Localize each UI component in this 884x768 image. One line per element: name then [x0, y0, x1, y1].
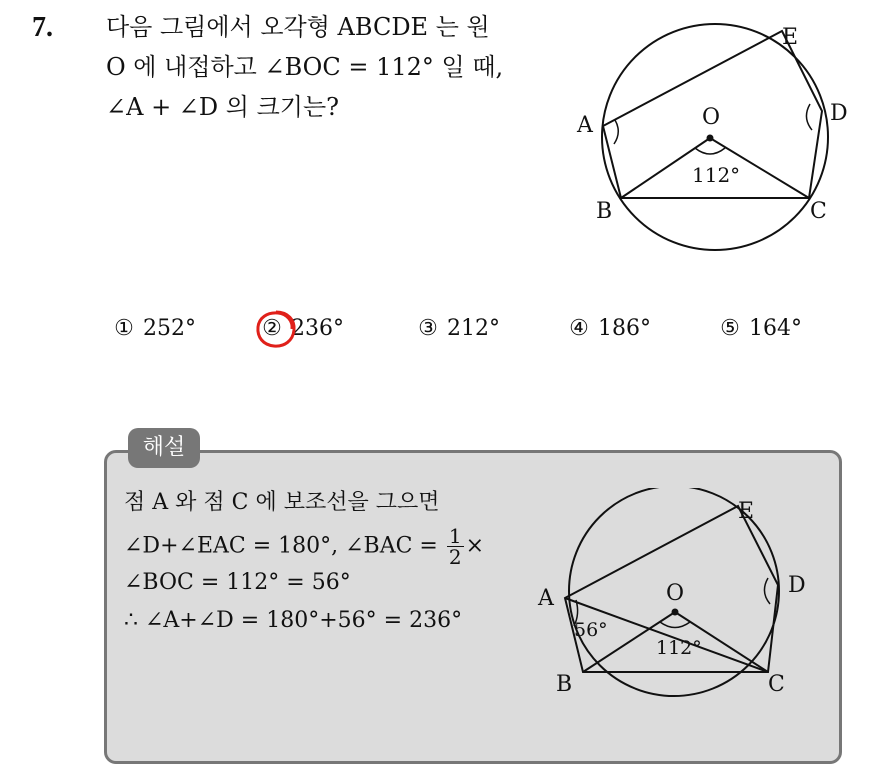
choice-2-value: 236°	[291, 316, 344, 341]
solution-line-2	[124, 526, 484, 567]
choice-1-value: 252°	[143, 316, 196, 341]
choice-3[interactable]	[416, 312, 500, 346]
angle-arc-d-2	[764, 578, 770, 604]
angle-arc-a	[614, 120, 618, 144]
label-o-2: O	[666, 581, 685, 606]
solution-line-3: ∠BOC = 112° = 56°	[124, 570, 351, 595]
question-number: 7.	[32, 12, 53, 43]
choice-3-value: 212°	[447, 316, 500, 341]
choice-5-value: 164°	[749, 316, 802, 341]
angle-arc-boc-2	[660, 622, 690, 628]
question-line-1: 다음 그림에서 오각형 ABCDE 는 원	[106, 13, 490, 41]
label-c: C	[810, 199, 827, 224]
fraction-half	[447, 526, 464, 567]
angle-arc-boc	[695, 148, 725, 154]
label-a-2: A	[538, 586, 554, 611]
label-b-2: B	[556, 672, 573, 697]
question-line-3: ∠A + ∠D 의 크기는?	[106, 93, 340, 121]
choice-5-symbol: ⑤	[720, 316, 740, 341]
solution-tag: 해설	[128, 428, 200, 468]
figure-solution-circle	[530, 488, 830, 698]
choice-1-symbol: ①	[114, 316, 134, 341]
choice-2[interactable]	[260, 312, 344, 346]
solution-line-2b: ×	[465, 533, 485, 559]
label-e-2: E	[738, 499, 755, 524]
choice-4-value: 186°	[598, 316, 651, 341]
label-d-2: D	[788, 573, 806, 598]
label-o: O	[702, 105, 721, 130]
solution-line-2a: ∠D+∠EAC = 180°, ∠BAC =	[124, 533, 445, 559]
solution-line-1: 점 A 와 점 C 에 보조선을 그으면	[124, 490, 440, 515]
choice-4[interactable]	[567, 312, 651, 346]
fraction-numerator: 1	[448, 524, 462, 548]
fraction-denominator: 2	[448, 545, 462, 569]
selected-circle-mark	[254, 308, 298, 350]
label-b: B	[596, 199, 613, 224]
angle-label-bac: 56°	[574, 619, 608, 641]
figure-pentagon-circle	[570, 14, 860, 274]
question-line-2: O 에 내접하고 ∠BOC = 112° 일 때,	[106, 53, 504, 81]
solution-line-4: ∴ ∠A+∠D = 180°+56° = 236°	[124, 608, 463, 633]
circle-o	[602, 24, 828, 250]
angle-label-boc: 112°	[692, 163, 741, 187]
center-point	[707, 135, 714, 142]
label-a: A	[577, 113, 593, 138]
label-d: D	[830, 101, 848, 126]
answer-choices	[112, 312, 832, 352]
choice-1[interactable]	[112, 312, 196, 346]
choice-2-symbol: ②	[262, 316, 282, 341]
label-e: E	[782, 25, 799, 50]
label-c-2: C	[768, 672, 785, 697]
choice-3-symbol: ③	[418, 316, 438, 341]
choice-5[interactable]	[718, 312, 802, 346]
choice-4-symbol: ④	[569, 316, 589, 341]
angle-label-boc-2: 112°	[656, 637, 702, 659]
center-point-2	[672, 609, 679, 616]
angle-arc-d	[806, 104, 812, 130]
